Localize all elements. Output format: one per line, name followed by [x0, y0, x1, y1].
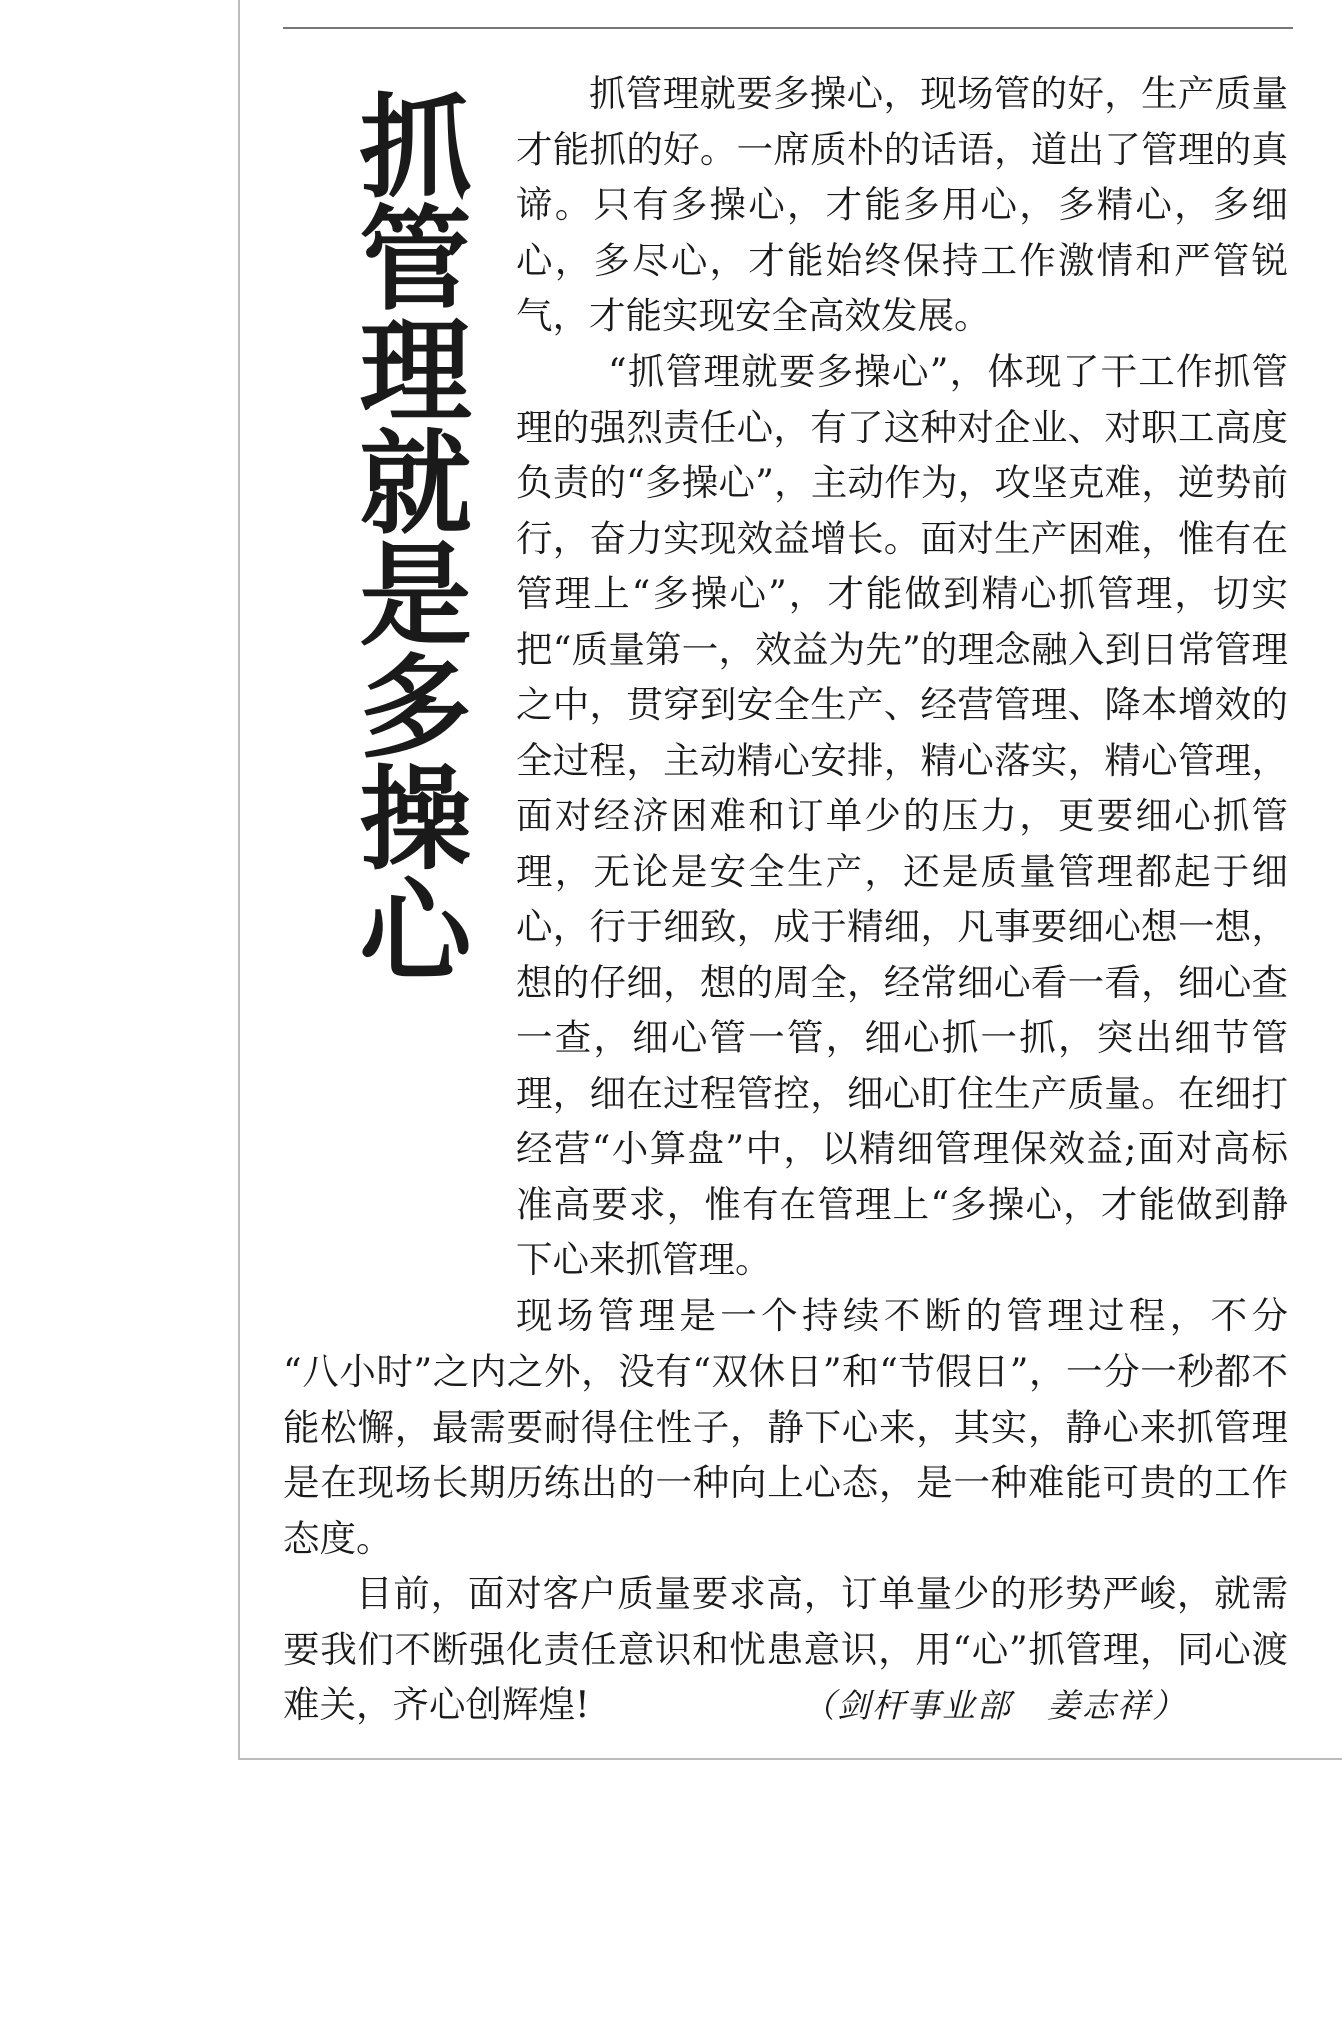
paragraph-2: “抓管理就要多操心”，体现了干工作抓管理的强烈责任心，有了这种对企业、对职工高度负责的“多操心”，主动作为，攻坚克难，逆势前行，奋力实现效益增长。面对生产困难，惟有在管理上“多操心”，才能做到精心抓管理，切实把“质量第一，效益为先”的理念融入到日常管理之中，贯穿到安全生产、经营管理、降本增效的全过程，主动精心安排，精心落实，精心管理，面对经济困难和订单少的压力，更要细心抓管理，无论是安全生产，还是质量管理都起于细心，行于细致，成于精细，凡事要细心想一想，想的仔细，想的周全，经常细心看一看，细心查一查，细心管一管，细心抓一抓，突出细节管理，细在过程管控，细心盯住生产质量。在细打经营“小算盘”中，以精细管理保效益;面对高标准高要求，惟有在管理上“多操心，才能做到静下心来抓管理。: [516, 350, 1288, 1281]
paragraph-4: 目前，面对客户质量要求高，订单量少的形势严峻，就需要我们不断强化责任意识和忧患意识，用“心”抓管理，同心渡难关，齐心创辉煌!: [283, 1572, 1288, 1726]
column-bottom-border: [238, 1758, 1342, 1760]
paragraph-3-first-line: 现场管理是一个持续不断的管理过程，不分: [516, 1294, 1288, 1337]
paragraph-3: “八小时”之内之外，没有“双休日”和“节假日”，一分一秒都不能松懈，最需要耐得住性子，静下心来，其实，静心来抓管理是在现场长期历练出的一种向上心态，是一种难能可贵的工作态度。: [283, 1350, 1288, 1560]
top-rule: [283, 27, 1293, 29]
column-left-border: [238, 0, 240, 1760]
article-title: 抓管理就是多操心: [341, 88, 472, 984]
author-byline: （剑杆事业部 姜志祥）: [802, 1686, 1187, 1725]
paragraph-1: 抓管理就要多操心，现场管的好，生产质量才能抓的好。一席质朴的话语，道出了管理的真谛。只有多操心，才能多用心，多精心，多细心，多尽心，才能始终保持工作激情和严管锐气，才能实现安全高效发展。: [516, 72, 1288, 337]
